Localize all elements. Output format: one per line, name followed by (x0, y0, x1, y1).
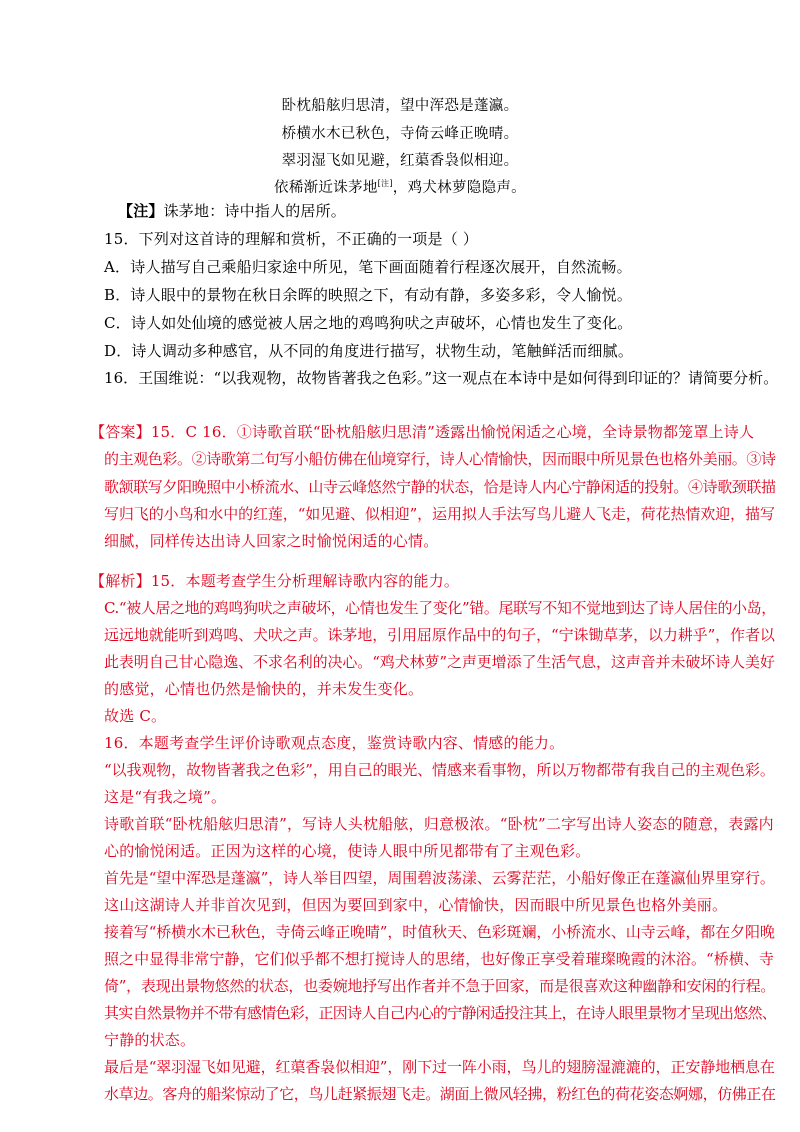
poem-line-4 (0, 176, 800, 197)
analysis-label: 【解析】 (90, 572, 151, 590)
analysis-line-3: 远远地就能听到鸡鸣、犬吠之声。诛茅地，引用屈原作品中的句子，“宁诛锄草茅，以力耕乎”，作者以 (104, 626, 775, 644)
answer-line-5: 细腻，同样传达出诗人回家之时愉悦闲适的心情。 (104, 532, 439, 550)
analysis-line-2: C.“被人居之地的鸡鸣狗吠之声破坏，心情也发生了变化”错。尾联写不知不觉地到达了诗人居住的小岛， (104, 599, 776, 617)
analysis-line-7: 16．本题考查学生评价诗歌观点态度，鉴赏诗歌内容、情感的能力。 (104, 734, 565, 752)
poem-line-1: 卧枕船舷归思清，望中浑恐是蓬瀛。 (281, 98, 519, 114)
q15-stem: 15．下列对这首诗的理解和赏析，不正确的一项是（ ） (104, 230, 479, 248)
analysis-line-18: 宁静的状态。 (104, 1031, 196, 1049)
analysis-line-9: 这是“有我之境”。 (104, 788, 227, 806)
analysis-text-1: 15．本题考查学生分析理解诗歌内容的能力。 (150, 572, 460, 590)
analysis-line-1 (90, 570, 459, 591)
analysis-line-4: 此表明自己甘心隐逸、不求名利的决心。“鸡犬林萝”之声更增添了生活气息，这声音并未破坏诗人美好 (104, 653, 775, 671)
poem-line-4-tail: ，鸡犬林萝隐隐声。 (392, 180, 526, 196)
note-label: 【注】 (118, 202, 164, 220)
q15-option-c: C．诗人如处仙境的感觉被人居之地的鸡鸣狗吠之声破坏，心情也发生了变化。 (104, 314, 633, 332)
poem-note (118, 200, 346, 221)
poem-footnote-mark: [注] (377, 179, 393, 189)
q15-option-b: B．诗人眼中的景物在秋日余晖的映照之下，有动有静，多姿多彩，令人愉悦。 (104, 286, 633, 304)
answer-line-1 (90, 421, 754, 442)
analysis-line-5: 的感觉，心情也仍然是愉快的，并未发生变化。 (104, 680, 424, 698)
poem-line-4-text: 依稀渐近诛茅地 (274, 180, 378, 196)
answer-line-2: 的主观色彩。②诗歌第二句写小船仿佛在仙境穿行，诗人心情愉快，因而眼中所见景色也格外美丽。③诗 (104, 450, 776, 468)
analysis-line-8: “以我观物，故物皆著我之色彩”，用自己的眼光、情感来看事物，所以万物都带有我自己的主观色彩。 (104, 761, 775, 779)
analysis-line-12: 首先是“望中浑恐是蓬瀛”，诗人举目四望，周围碧波荡漾、云雾茫茫，小船好像正在蓬瀛仙界里穿行。 (104, 869, 775, 887)
poem-line-2: 桥横水木已秋色，寺倚云峰正晚晴。 (281, 126, 519, 142)
analysis-line-11: 心的愉悦闲适。正因为这样的心境，使诗人眼中所见都带有了主观色彩。 (104, 842, 591, 860)
analysis-line-14: 接着写“桥横水木已秋色，寺倚云峰正晚晴”，时值秋天、色彩斑斓，小桥流水、山寺云峰，都在夕阳晚 (104, 923, 775, 941)
answer-text-1: 15．C 16．①诗歌首联“卧枕船舷归思清”透露出愉悦闲适之心境，全诗景物都笼罩上诗人 (150, 423, 755, 441)
answer-label: 【答案】 (90, 423, 151, 441)
analysis-line-13: 这山这湖诗人并非首次见到，但因为要回到家中，心情愉快，因而眼中所见景色也格外美丽。 (104, 896, 728, 914)
analysis-line-6: 故选 C。 (104, 707, 167, 725)
q15-option-d: D．诗人调动多种感官，从不同的角度进行描写，状物生动，笔触鲜活而细腻。 (104, 342, 634, 360)
poem-line-3: 翠羽湿飞如见避，红蕖香袅似相迎。 (281, 153, 519, 169)
q15-option-a: A．诗人描写自己乘船归家途中所见，笔下画面随着行程逐次展开，自然流畅。 (104, 258, 632, 276)
analysis-line-17: 其实自然景物并不带有感情色彩，正因诗人自己内心的宁静闲适投注其上，在诗人眼里景物才呈现出悠然、 (104, 1004, 777, 1022)
q16-stem: 16．王国维说：“以我观物，故物皆著我之色彩。”这一观点在本诗中是如何得到印证的？请简要分析。 (104, 369, 779, 387)
analysis-line-20: 水草边。客舟的船桨惊动了它，鸟儿赶紧振翅飞走。湖面上微风轻拂，粉红色的荷花姿态婀娜，仿佛正在 (104, 1085, 776, 1103)
answer-line-4: 写归飞的小鸟和水中的红莲，“如见避、似相迎”，运用拟人手法写鸟儿避人飞走，荷花热情欢迎，描写 (104, 505, 775, 523)
analysis-line-16: 倚”，表现出景物悠然的状态，也委婉地抒写出作者并不急于回家，而是很喜欢这种幽静和安闲的行程。 (104, 977, 776, 995)
analysis-line-15: 照之中显得非常宁静，它们似乎都不想打搅诗人的思绪，也好像正享受着璀璨晚霞的沐浴。“桥横、寺 (104, 950, 774, 968)
analysis-line-19: 最后是“翠羽湿飞如见避，红蕖香袅似相迎”，刚下过一阵小雨，鸟儿的翅膀湿漉漉的，正安静地栖息在 (104, 1058, 775, 1076)
note-text: 诛茅地：诗中指人的居所。 (163, 202, 347, 220)
analysis-line-10: 诗歌首联“卧枕船舷归思清”，写诗人头枕船舷，归意极浓。“卧枕”二字写出诗人姿态的随意，表露内 (104, 815, 774, 833)
answer-line-3: 歌颔联写夕阳晚照中小桥流水、山寺云峰悠然宁静的状态，恰是诗人内心宁静闲适的投射。④诗歌颈联描 (104, 478, 776, 496)
